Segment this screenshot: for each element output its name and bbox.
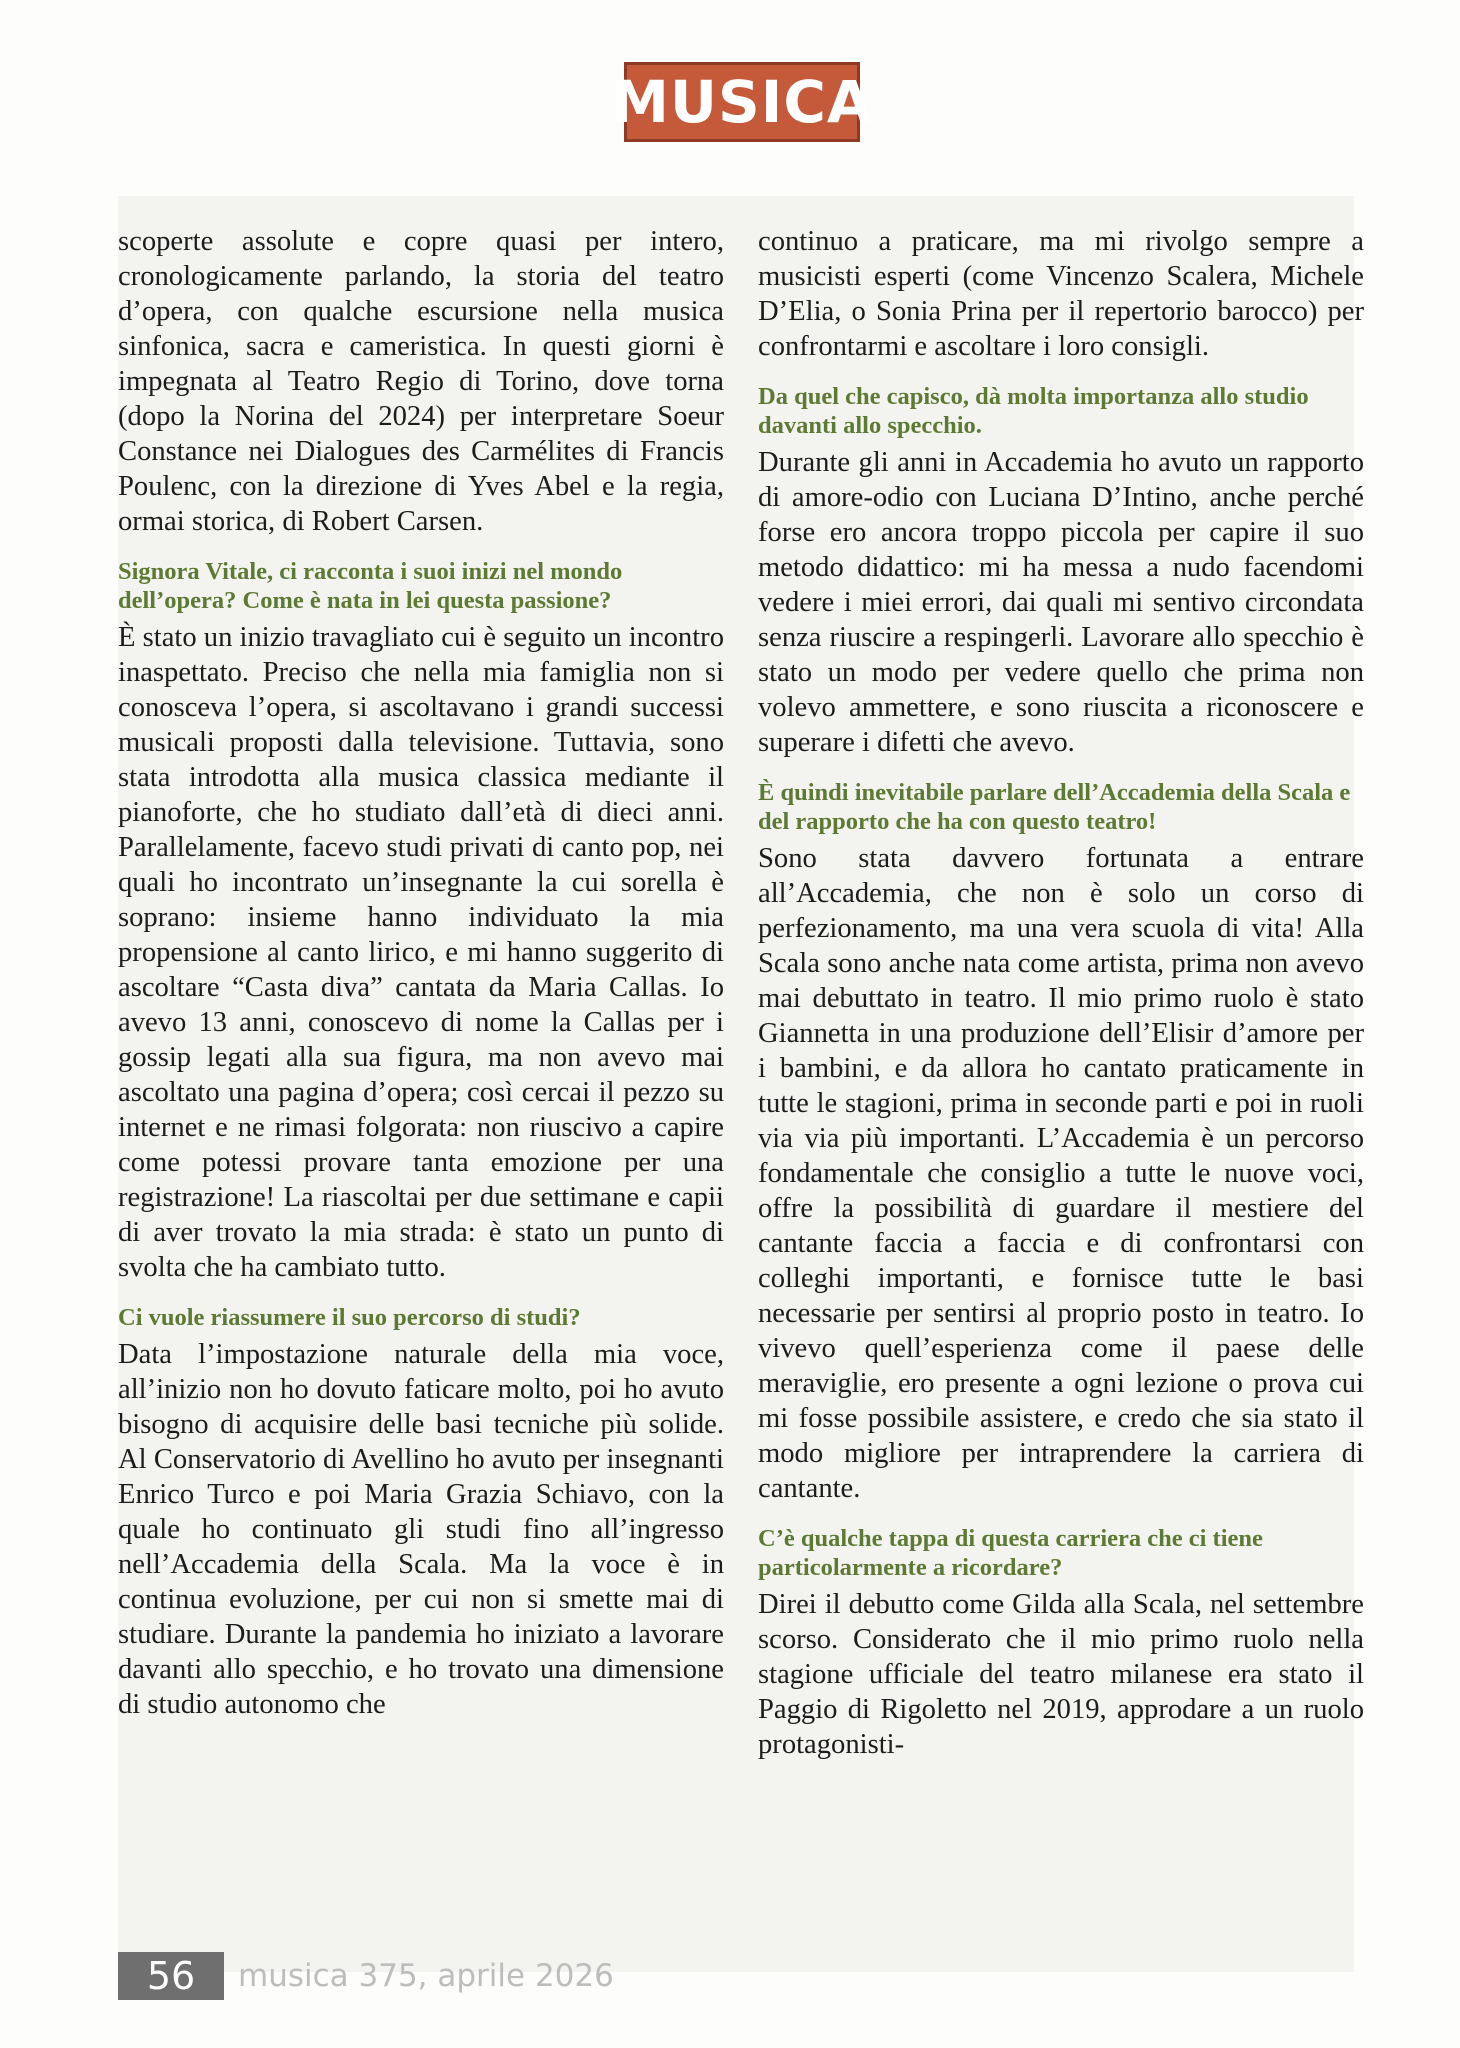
paragraph: scoperte assolute e copre quasi per intero, cronologicamente parlando, la storia del teatro d’opera, con qualche escursione nella musica sinfonica, sacra e cameristica. In questi giorni è impegnata al Teatro Regio di Torino, dove torna (dopo la Norina del 2024) per interpretare Soeur Constance nei Dialogues des Carmélites di Francis Poulenc, con la direzione di Yves Abel e la regia, ormai storica, di Robert Carsen. xyxy=(118,226,724,537)
paragraph: Data l’impostazione naturale della mia voce, all’inizio non ho dovuto faticare molto, poi ho avuto bisogno di acquisire delle basi tecniche più solide. Al Conservatorio di Avellino ho avuto per insegnanti Enrico Turco e poi Maria Grazia Schiavo, con la quale ho continuato gli studi fino all’ingresso nell’Accademia della Scala. Ma la voce è in continua evoluzione, per cui non si smette mai di studiare. Durante la pandemia ho iniziato a lavorare davanti allo specchio, e ho trovato una dimensione di studio autonomo che xyxy=(118,1339,724,1720)
paragraph: Direi il debutto come Gilda alla Scala, nel settembre scorso. Considerato che il mio primo ruolo nella stagione ufficiale del teatro milanese era stato il Paggio di Rigoletto nel 2019, approdare a un ruolo protagonisti- xyxy=(758,1589,1364,1760)
issue-info: musica 375, aprile 2026 xyxy=(238,1958,614,1994)
paragraph: È stato un inizio travagliato cui è seguito un incontro inaspettato. Preciso che nella mia famiglia non si conosceva l’opera, si ascoltavano i grandi successi musicali proposti dalla televisione. Tuttavia, sono stata introdotta alla musica classica mediante il pianoforte, che ho studiato dall’età di dieci anni. Parallelamente, facevo studi privati di canto pop, nei quali ho incontrato un’insegnante la cui sorella è soprano: insieme hanno individuato la mia propensione al canto lirico, e mi hanno suggerito di ascoltare “Casta diva” cantata da Maria Callas. Io avevo 13 anni, conoscevo di nome la Callas per i gossip legati alla sua figura, ma non avevo mai ascoltato una pagina d’opera; così cercai il pezzo su internet e ne rimasi folgorata: non riuscivo a capire come potessi provare tanta emozione per una registrazione! La riascoltai per due settimane e capii di aver trovato la mia strada: è stato un punto di svolta che ha cambiato tutto. xyxy=(118,622,724,1283)
left-column xyxy=(118,224,724,1722)
right-column xyxy=(758,224,1364,1762)
page-number: 56 xyxy=(146,1954,196,1998)
interview-question: C’è qualche tappa di questa carriera che ci tiene particolarmente a ricordare? xyxy=(758,1525,1263,1581)
interview-question: È quindi inevitabile parlare dell’Accademia della Scala e del rapporto che ha con questo teatro! xyxy=(758,779,1351,835)
paragraph: Sono stata davvero fortunata a entrare all’Accademia, che non è solo un corso di perfezionamento, ma una vera scuola di vita! Alla Scala sono anche nata come artista, prima non avevo mai debuttato in teatro. Il mio primo ruolo è stato Giannetta in una produzione dell’Elisir d’amore per i bambini, e da allora ho cantato praticamente in tutte le stagioni, prima in seconde parti e poi in ruoli via via più importanti. L’Accademia è un percorso fondamentale che consiglio a tutte le nuove voci, offre la possibilità di guardare il mestiere del cantante faccia a faccia e di confrontarsi con colleghi importanti, e fornisce tutte le basi necessarie per sentirsi al proprio posto in teatro. Io vivevo quell’esperienza come il paese delle meraviglie, ero presente a ogni lezione o prova cui mi fosse possibile assistere, e credo che sia stato il modo migliore per intraprendere la carriera di cantante. xyxy=(758,843,1364,1504)
section-badge xyxy=(611,62,873,142)
interview-question: Ci vuole riassumere il suo percorso di studi? xyxy=(118,1304,581,1331)
page-number-box xyxy=(118,1952,224,2000)
paragraph: Durante gli anni in Accademia ho avuto un rapporto di amore-odio con Luciana D’Intino, anche perché forse ero ancora troppo piccola per capire il suo metodo didattico: mi ha messa a nudo facendomi vedere i miei errori, dai quali mi sentivo circondata senza riuscire a respingerli. Lavorare allo specchio è stato un modo per vedere quello che prima non volevo ammettere, e sono riuscita a riconoscere e superare i difetti che avevo. xyxy=(758,447,1364,758)
interview-question: Da quel che capisco, dà molta importanza allo studio davanti allo specchio. xyxy=(758,383,1309,439)
section-title: MUSICA xyxy=(611,68,873,136)
paragraph: continuo a praticare, ma mi rivolgo sempre a musicisti esperti (come Vincenzo Scalera, Michele D’Elia, o Sonia Prina per il repertorio barocco) per confrontarmi e ascoltare i loro consigli. xyxy=(758,226,1364,362)
interview-question: Signora Vitale, ci racconta i suoi inizi nel mondo dell’opera? Come è nata in lei questa passione? xyxy=(118,558,623,614)
